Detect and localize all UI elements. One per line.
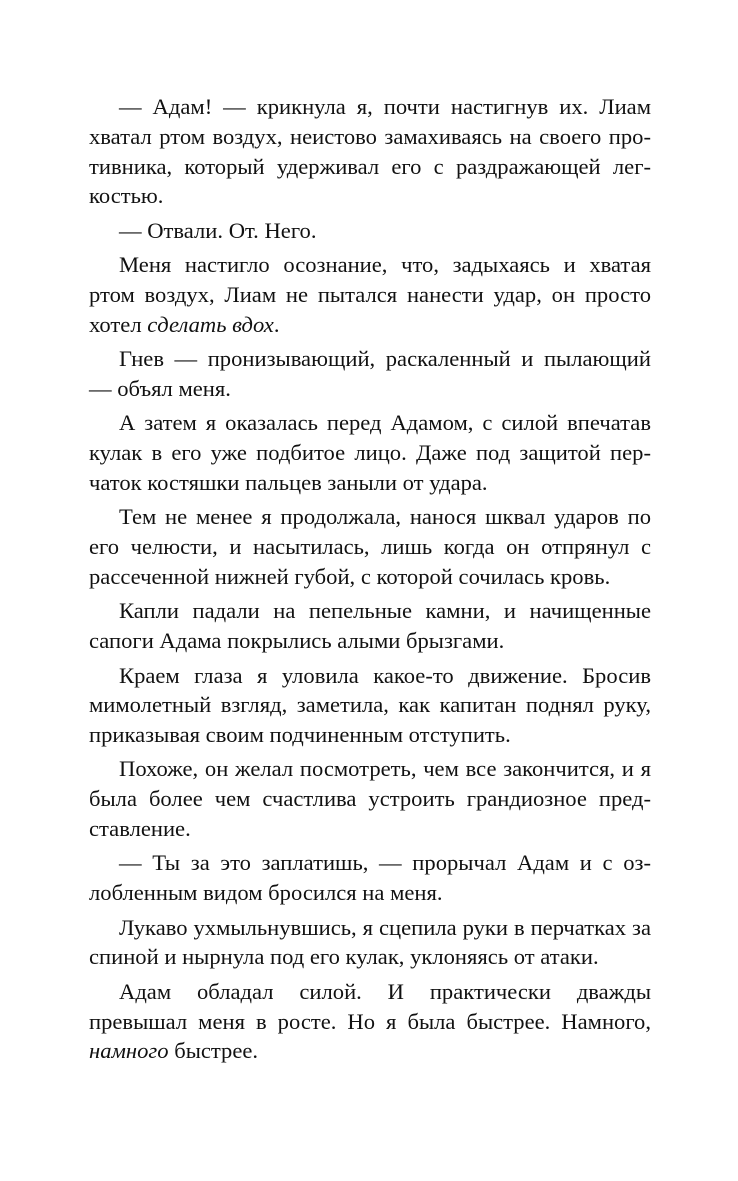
paragraph-text: Капли падали на пепельные камни, и начищенные сапоги Адама покрылись алыми брызгами. — [89, 598, 651, 654]
paragraph-5 — [89, 408, 651, 497]
paragraph-text: Тем не менее я продолжала, нанося шквал ударов по его челюсти, и насытилась, лишь когда он отпрянул с рассеченной нижней губой, с которой сочилась кровь. — [89, 504, 651, 589]
paragraph-text: Меня настигло осознание, что, задыхаясь и хватая ртом воздух, Лиам не пытался нанести удар, он просто хотел — [89, 252, 651, 337]
paragraph-7 — [89, 596, 651, 656]
paragraph-text: А затем я оказалась перед Адамом, с силой впечатав кулак в его уже подбитое лицо. Даже под защитой перчаток костяшки пальцев заныли от удара. — [89, 410, 651, 495]
paragraph-text: — Адам! — крикнула я, почти настигнув их. Лиам хватал ртом воздух, неистово замахиваясь на своего противника, который удерживал его с раздражающей легкостью. — [89, 94, 651, 209]
paragraph-text: быстрее. — [168, 1038, 259, 1064]
paragraph-text: — Ты за это заплатишь, — прорычал Адам и с озлобленным видом бросился на меня. — [89, 850, 651, 906]
paragraph-text: . — [273, 311, 280, 337]
paragraph-6 — [89, 502, 651, 591]
paragraph-text: — Отвали. От. Него. — [119, 217, 317, 243]
paragraph-4 — [89, 344, 651, 404]
paragraph-text: Гнев — пронизывающий, раскаленный и пылающий — объял меня. — [89, 346, 651, 401]
paragraph-11 — [89, 913, 651, 973]
book-page — [89, 92, 651, 1066]
paragraph-8 — [89, 661, 651, 750]
paragraph-text: Адам обладал силой. И практически дважды превышал меня в росте. Но я была быстрее. Намного, — [89, 978, 651, 1034]
paragraph-text: Похоже, он желал посмотреть, чем все закончится, и я была более чем счастлива устроить грандиозное представление. — [89, 756, 651, 842]
paragraph-3 — [89, 250, 651, 339]
emphasis-text: сделать вдох — [147, 311, 274, 337]
paragraph-2 — [89, 216, 651, 246]
paragraph-1 — [89, 92, 651, 211]
paragraph-12 — [89, 977, 651, 1066]
paragraph-text: Лукаво ухмыльнувшись, я сцепила руки в перчатках за спиной и нырнула под его кулак, уклоняясь от атаки. — [89, 914, 651, 970]
paragraph-10 — [89, 848, 651, 908]
emphasis-text: намного — [89, 1038, 169, 1064]
paragraph-9 — [89, 754, 651, 843]
paragraph-text: Краем глаза я уловила какое-то движение. Бросив мимолетный взгляд, заметила, как капитан поднял руку, приказывая своим подчиненным отступить. — [89, 662, 651, 748]
